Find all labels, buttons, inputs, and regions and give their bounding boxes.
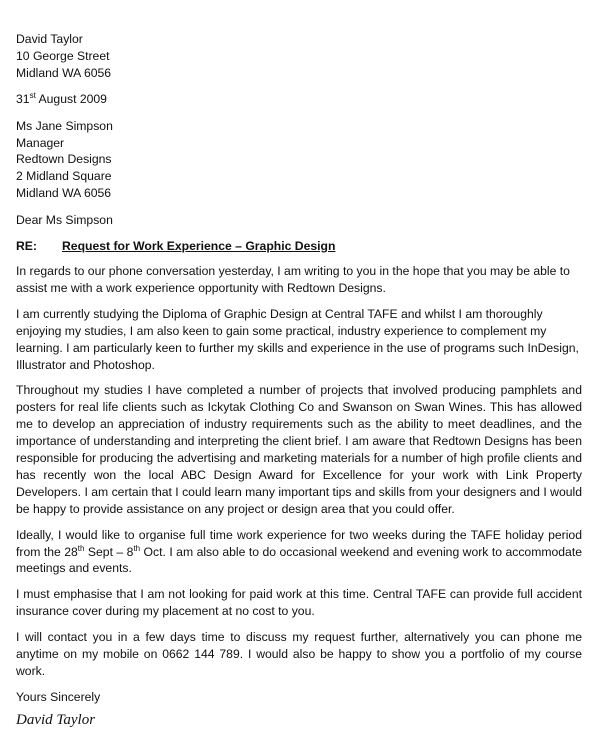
recipient-street: 2 Midland Square <box>16 169 112 184</box>
subject-text: Request for Work Experience – Graphic Design <box>62 239 336 254</box>
body-paragraph-3: Throughout my studies I have completed a number of projects that involved producing pamphlets and posters for real life clients such as Ickytak Clothing Co and Swanson on Swan Wines. This has allowed me to develop an appreciation of industry requirements such as the ability to meet deadlines, and the importance of understanding and interpreting the client brief. I am aware that Redtown Designs has been responsible for producing the advertising and marketing materials for a number of high profile clients and has recently won the local ABC Design Award for Excellence for your work with Link Property Developers. I am certain that I could learn many important tips and skills from your designers and I would be happy to provide assistance on any project or design area that you could offer. <box>16 383 582 516</box>
sender-street: 10 George Street <box>16 48 110 63</box>
closing: Yours Sincerely <box>16 689 101 704</box>
recipient-address <box>16 118 582 203</box>
subject-label: RE: <box>16 239 37 254</box>
recipient-title: Manager <box>16 135 65 150</box>
subject-line <box>16 238 582 255</box>
salutation: Dear Ms Simpson <box>16 213 113 228</box>
sender-name: David Taylor <box>16 32 83 46</box>
p4-part3: Oct. I am also able to do occasional weekend and evening work to accommodate meetings and events. <box>16 544 583 576</box>
body-paragraph-1: In regards to our phone conversation yesterday, I am writing to you in the hope that you may be able to assist me with a work experience opportunity with Redtown Designs. <box>16 263 570 295</box>
date-rest: August 2009 <box>35 91 107 106</box>
date-day: 31 <box>16 91 30 106</box>
p4-sup2: th <box>133 543 141 553</box>
body-paragraph-6: I will contact you in a few days time to discuss my request further, alternatively you can phone me anytime on my mobile on 0662 144 789. I would also be happy to show you a portfolio of my course work. <box>16 630 582 678</box>
date-suffix: st <box>29 90 36 100</box>
letter <box>16 31 582 729</box>
p4-part1: Ideally, I would like to organise full time work experience for two weeks during the TAFE holiday period from the 28 <box>16 527 582 559</box>
p4-part2: Sept – 8 <box>84 544 134 559</box>
signature: David Taylor <box>16 711 96 728</box>
letter-date <box>16 91 582 108</box>
recipient-name: Ms Jane Simpson <box>16 118 113 133</box>
body-paragraph-2: I am currently studying the Diploma of Graphic Design at Central TAFE and whilst I am thoroughly enjoying my studies, I am also keen to gain some practical, industry experience to complement my learning. I am particularly keen to further my skills and experience in the use of programs such InDesign, Illustrator and Photoshop. <box>16 306 579 372</box>
sender-city: Midland WA 6056 <box>16 65 112 80</box>
body-paragraph-5: I must emphasise that I am not looking for paid work at this time. Central TAFE can provide full accident insurance cover during my placement at no cost to you. <box>16 587 582 619</box>
recipient-company: Redtown Designs <box>16 152 112 167</box>
sender-address <box>16 31 582 82</box>
body-paragraph-4 <box>16 527 582 578</box>
recipient-city: Midland WA 6056 <box>16 186 112 201</box>
p4-sup1: th <box>77 543 85 553</box>
